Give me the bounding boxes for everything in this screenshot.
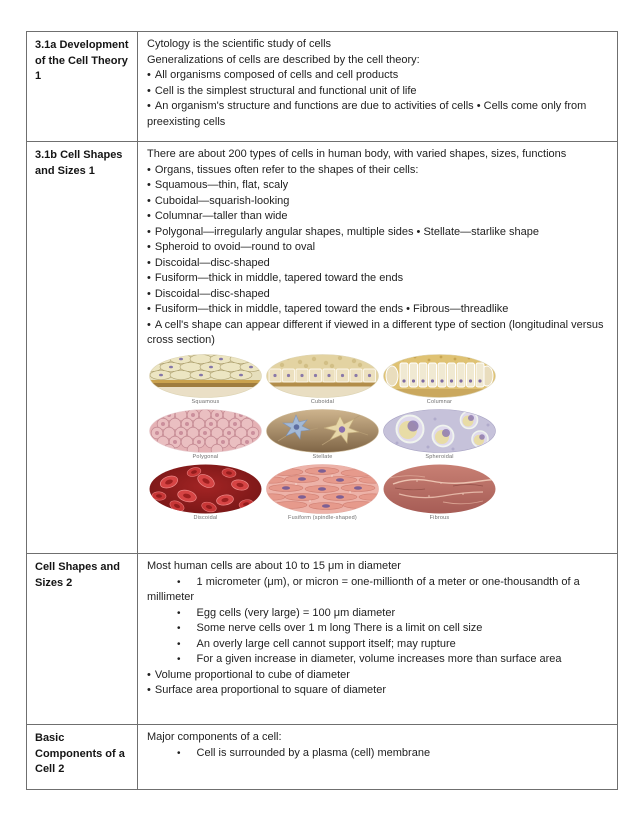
bullet-text: An organism's structure and functions are due to activities of cells • Cells come only from preexisting cells bbox=[147, 100, 587, 128]
bullet-glyph: • bbox=[147, 287, 151, 300]
bullet-item bbox=[147, 652, 608, 668]
bullet-item bbox=[147, 287, 608, 303]
bullet-text: For a given increase in diameter, volume increases more than surface area bbox=[196, 653, 562, 665]
bullet-text: Discoidal—disc-shaped bbox=[154, 287, 270, 300]
figure-caption: Fibrous bbox=[429, 514, 450, 521]
bullet-item bbox=[147, 302, 608, 318]
bullet-text: Squamous—thin, flat, scaly bbox=[154, 179, 289, 191]
bullet-glyph: • bbox=[177, 638, 181, 650]
figure-discoidal bbox=[147, 464, 264, 522]
bullet-item bbox=[147, 194, 608, 210]
bullet-glyph: • bbox=[147, 272, 151, 284]
bullet-text: Cell is surrounded by a plasma (cell) membrane bbox=[196, 746, 431, 759]
figure-fusiform bbox=[264, 464, 381, 522]
bullet-glyph: • bbox=[147, 179, 151, 191]
bullet-text: Fusiform—thick in middle, tapered toward the ends • Fibrous—threadlike bbox=[154, 303, 509, 315]
figure-squamous bbox=[147, 354, 264, 406]
bullet-text: Polygonal—irregularly angular shapes, multiple sides • Stellate—starlike shape bbox=[154, 225, 540, 238]
columnar-illustration bbox=[383, 354, 496, 398]
bullet-item bbox=[147, 637, 608, 653]
figure-caption: Spheroidal bbox=[425, 453, 454, 460]
figure-fibrous bbox=[381, 464, 498, 522]
squamous-illustration bbox=[149, 354, 262, 398]
bullet-glyph: • bbox=[147, 210, 151, 222]
bullet-glyph: • bbox=[147, 84, 151, 97]
bullet-item bbox=[147, 271, 608, 287]
row-content-cell bbox=[138, 142, 617, 553]
row-content-cell bbox=[138, 32, 617, 141]
bullet-glyph: • bbox=[147, 225, 151, 238]
figure-caption: Fusiform (spindle-shaped) bbox=[288, 514, 357, 521]
bullet-text: Spheroid to ovoid—round to oval bbox=[154, 241, 316, 253]
figure-columnar bbox=[381, 354, 498, 406]
bullet-text: Fusiform—thick in middle, tapered toward the ends bbox=[154, 272, 404, 284]
bullet-glyph: • bbox=[147, 69, 151, 81]
bullet-glyph: • bbox=[147, 100, 151, 112]
bullet-text: Discoidal—disc-shaped bbox=[154, 256, 270, 269]
figure-cuboidal bbox=[264, 354, 381, 406]
bullet-text: Surface area proportional to square of diameter bbox=[154, 684, 386, 696]
bullet-item bbox=[147, 746, 608, 762]
paragraph: Cytology is the scientific study of cells bbox=[147, 38, 332, 50]
bullet-glyph: • bbox=[147, 256, 151, 269]
fusiform-illustration bbox=[266, 464, 379, 514]
bullet-glyph: • bbox=[147, 668, 151, 681]
row-header-cell: 3.1b Cell Shapes and Sizes 1 bbox=[27, 142, 138, 553]
row-content-cell bbox=[138, 725, 617, 789]
bullet-glyph: • bbox=[147, 241, 151, 253]
row-header-cell: 3.1a Development of the Cell Theory 1 bbox=[27, 32, 138, 141]
table-row bbox=[27, 725, 617, 789]
bullet-text: Columnar—taller than wide bbox=[154, 210, 288, 222]
bullet-item bbox=[147, 163, 608, 179]
cuboidal-illustration bbox=[266, 354, 379, 398]
table-row bbox=[27, 142, 617, 554]
bullet-item bbox=[147, 668, 608, 684]
figure-caption: Stellate bbox=[312, 453, 333, 460]
notes-table bbox=[26, 31, 618, 790]
bullet-text: An overly large cell cannot support itself; may rupture bbox=[196, 637, 456, 650]
row-content-cell bbox=[138, 554, 617, 724]
figure-stellate bbox=[264, 409, 381, 461]
bullet-glyph: • bbox=[177, 576, 181, 588]
bullet-text: All organisms composed of cells and cell products bbox=[154, 69, 399, 81]
row-header-cell: Basic Components of a Cell 2 bbox=[27, 725, 138, 789]
polygonal-illustration bbox=[149, 409, 262, 453]
bullet-glyph: • bbox=[147, 684, 151, 696]
bullet-glyph: • bbox=[177, 623, 181, 634]
bullet-item bbox=[147, 99, 608, 130]
bullet-text: Volume proportional to cube of diameter bbox=[154, 668, 350, 681]
bullet-text: Organs, tissues often refer to the shapes of their cells: bbox=[154, 163, 419, 176]
fibrous-illustration bbox=[383, 464, 496, 514]
bullet-text: Egg cells (very large) = 100 μm diameter bbox=[196, 606, 396, 619]
bullet-item bbox=[147, 68, 608, 84]
bullet-item bbox=[147, 606, 608, 622]
figure-caption: Squamous bbox=[191, 398, 220, 405]
bullet-glyph: • bbox=[177, 654, 181, 665]
bullet-item bbox=[147, 240, 608, 256]
bullet-item bbox=[147, 209, 608, 225]
bullet-glyph: • bbox=[147, 303, 151, 315]
figure-caption: Discoidal bbox=[193, 514, 218, 521]
bullet-item bbox=[147, 256, 608, 272]
figure-caption: Columnar bbox=[426, 398, 453, 405]
table-row bbox=[27, 554, 617, 725]
table-row bbox=[27, 32, 617, 142]
bullet-item bbox=[147, 621, 608, 637]
bullet-text: Some nerve cells over 1 m long There is a limit on cell size bbox=[196, 622, 483, 634]
figure-spheroidal bbox=[381, 409, 498, 461]
discoidal-illustration bbox=[149, 464, 262, 514]
paragraph: Most human cells are about 10 to 15 μm in diameter bbox=[147, 560, 401, 572]
figure-caption: Cuboidal bbox=[310, 398, 335, 405]
stellate-illustration bbox=[266, 409, 379, 453]
bullet-glyph: • bbox=[147, 163, 151, 176]
bullet-text: Cell is the simplest structural and functional unit of life bbox=[154, 84, 417, 97]
figure-polygonal bbox=[147, 409, 264, 461]
paragraph: Major components of a cell: bbox=[147, 731, 282, 743]
bullet-glyph: • bbox=[177, 607, 181, 619]
bullet-item bbox=[147, 84, 608, 100]
spheroidal-illustration bbox=[383, 409, 496, 453]
bullet-item bbox=[147, 178, 608, 194]
bullet-text: Cuboidal—squarish-looking bbox=[154, 194, 290, 207]
bullet-text: A cell's shape can appear different if viewed in a different type of section (longitudinal versus cross section) bbox=[147, 318, 604, 346]
figure-caption: Polygonal bbox=[192, 453, 219, 460]
bullet-text: 1 micrometer (μm), or micron = one-millionth of a meter or one-thousandth of a millimeter bbox=[147, 575, 580, 603]
row-header-cell: Cell Shapes and Sizes 2 bbox=[27, 554, 138, 724]
bullet-item bbox=[147, 683, 608, 699]
bullet-glyph: • bbox=[147, 194, 151, 207]
bullet-glyph: • bbox=[177, 747, 181, 759]
bullet-item bbox=[147, 225, 608, 241]
paragraph: There are about 200 types of cells in human body, with varied shapes, sizes, functions bbox=[147, 148, 567, 160]
bullet-item bbox=[147, 318, 608, 349]
cell-shapes-figure-grid bbox=[147, 354, 608, 522]
bullet-item bbox=[147, 575, 608, 606]
bullet-glyph: • bbox=[147, 318, 151, 331]
paragraph: Generalizations of cells are described by the cell theory: bbox=[147, 53, 420, 66]
